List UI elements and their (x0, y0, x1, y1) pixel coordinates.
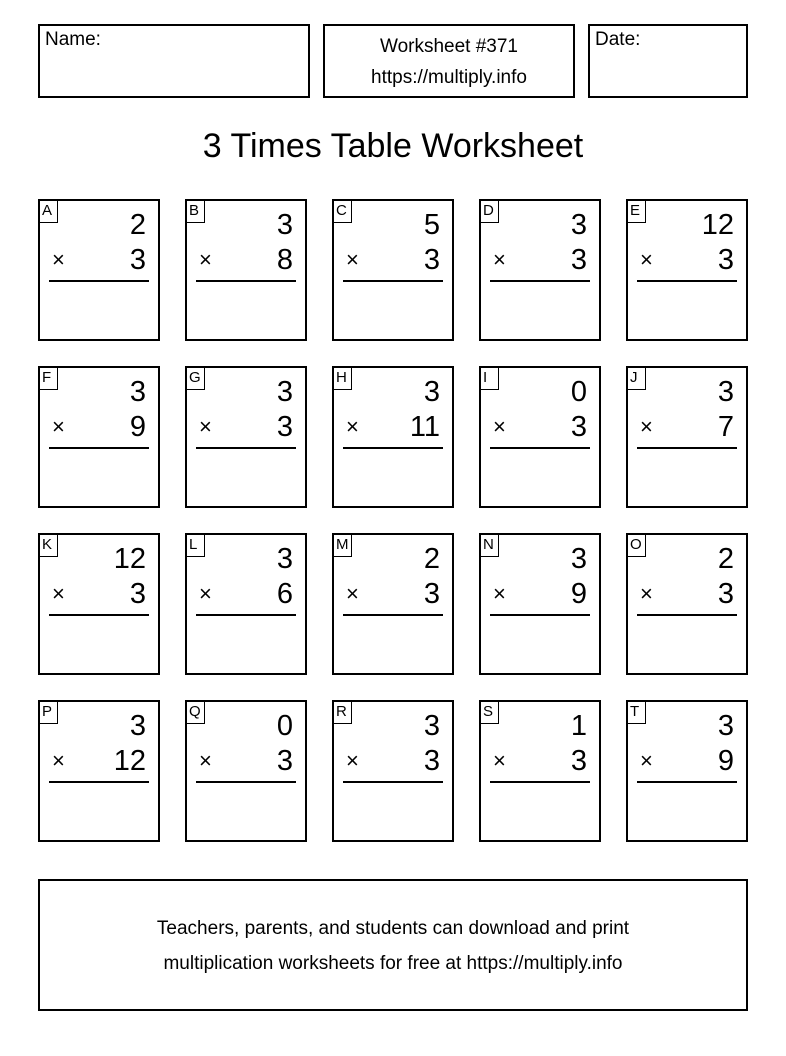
multiplicand: 3 (129, 710, 146, 742)
multiplicand: 3 (276, 376, 293, 408)
problem-letter: E (626, 199, 646, 223)
multiplicand: 2 (423, 543, 440, 575)
multiplier: 3 (717, 578, 734, 610)
answer-line (637, 614, 737, 616)
answer-line (196, 447, 296, 449)
problem-letter: I (479, 366, 499, 390)
problem-letter: F (38, 366, 58, 390)
worksheet-url: https://multiply.info (371, 67, 527, 88)
times-icon: × (346, 748, 359, 773)
problem-letter: O (626, 533, 646, 557)
problem-card[interactable] (185, 533, 307, 675)
times-icon: × (52, 581, 65, 606)
answer-line (490, 614, 590, 616)
answer-line (490, 781, 590, 783)
times-icon: × (640, 581, 653, 606)
problem-card[interactable] (626, 533, 748, 675)
multiplicand: 12 (701, 209, 734, 241)
answer-line (196, 280, 296, 282)
footer-line-1: Teachers, parents, and students can download and print (156, 918, 630, 939)
answer-line (49, 280, 149, 282)
multiplicand: 3 (717, 376, 734, 408)
times-icon: × (199, 748, 212, 773)
multiplier: 11 (409, 411, 440, 443)
multiplicand: 3 (570, 209, 587, 241)
answer-line (490, 280, 590, 282)
multiplier: 7 (717, 411, 734, 443)
times-icon: × (52, 748, 65, 773)
answer-line (196, 781, 296, 783)
times-icon: × (52, 414, 65, 439)
date-label: Date: (595, 29, 641, 50)
footer-note (38, 879, 748, 1011)
problem-letter: J (626, 366, 646, 390)
answer-line (49, 447, 149, 449)
problem-card[interactable] (626, 199, 748, 341)
problem-letter: N (479, 533, 499, 557)
problem-letter: Q (185, 700, 205, 724)
problem-card[interactable] (479, 366, 601, 508)
multiplier: 3 (570, 411, 587, 443)
multiplier: 3 (423, 244, 440, 276)
problem-card[interactable] (38, 366, 160, 508)
times-icon: × (346, 581, 359, 606)
multiplicand: 2 (717, 543, 734, 575)
problem-letter: A (38, 199, 58, 223)
multiplier: 3 (570, 244, 587, 276)
times-icon: × (52, 247, 65, 272)
times-icon: × (199, 414, 212, 439)
answer-line (637, 781, 737, 783)
times-icon: × (493, 247, 506, 272)
multiplicand: 0 (276, 710, 293, 742)
problem-card[interactable] (332, 366, 454, 508)
answer-line (637, 447, 737, 449)
multiplier: 3 (129, 244, 146, 276)
footer-line-2: multiplication worksheets for free at https://multiply.info (163, 953, 623, 974)
multiplicand: 3 (276, 209, 293, 241)
multiplicand: 3 (423, 710, 440, 742)
times-icon: × (640, 414, 653, 439)
problem-card[interactable] (38, 199, 160, 341)
date-field-box[interactable] (588, 24, 748, 98)
worksheet-number: Worksheet #371 (379, 36, 518, 57)
worksheet-info-box (323, 24, 575, 98)
times-icon: × (493, 748, 506, 773)
problem-letter: D (479, 199, 499, 223)
problem-card[interactable] (38, 700, 160, 842)
multiplicand: 3 (717, 710, 734, 742)
problem-card[interactable] (185, 199, 307, 341)
problem-letter: L (185, 533, 205, 557)
times-icon: × (640, 748, 653, 773)
multiplicand: 3 (423, 376, 440, 408)
page-title: 3 Times Table Worksheet (202, 127, 584, 165)
problem-card[interactable] (332, 199, 454, 341)
answer-line (49, 614, 149, 616)
answer-line (343, 447, 443, 449)
multiplicand: 2 (129, 209, 146, 241)
multiplier: 12 (113, 745, 146, 777)
multiplier: 3 (423, 745, 440, 777)
multiplicand: 0 (570, 376, 587, 408)
answer-line (196, 614, 296, 616)
problem-letter: C (332, 199, 352, 223)
answer-line (637, 280, 737, 282)
problem-card[interactable] (332, 533, 454, 675)
name-field-box[interactable] (38, 24, 310, 98)
multiplier: 3 (717, 244, 734, 276)
times-icon: × (199, 581, 212, 606)
multiplier: 3 (276, 745, 293, 777)
multiplicand: 12 (113, 543, 146, 575)
problem-card[interactable] (332, 700, 454, 842)
answer-line (343, 781, 443, 783)
problem-card[interactable] (479, 533, 601, 675)
problem-letter: S (479, 700, 499, 724)
answer-line (490, 447, 590, 449)
multiplicand: 5 (423, 209, 440, 241)
multiplier: 9 (717, 745, 734, 777)
multiplicand: 1 (570, 710, 587, 742)
problem-card[interactable] (626, 366, 748, 508)
problem-letter: T (626, 700, 646, 724)
multiplier: 3 (570, 745, 587, 777)
multiplicand: 3 (129, 376, 146, 408)
problem-letter: G (185, 366, 205, 390)
problem-letter: M (332, 533, 352, 557)
answer-line (343, 280, 443, 282)
problem-grid (38, 199, 748, 842)
multiplier: 9 (570, 578, 587, 610)
problem-card[interactable] (185, 700, 307, 842)
multiplier: 3 (129, 578, 146, 610)
times-icon: × (640, 247, 653, 272)
problem-card[interactable] (479, 700, 601, 842)
answer-line (49, 781, 149, 783)
times-icon: × (493, 414, 506, 439)
multiplicand: 3 (570, 543, 587, 575)
multiplicand: 3 (276, 543, 293, 575)
problem-letter: H (332, 366, 352, 390)
times-icon: × (346, 414, 359, 439)
times-icon: × (346, 247, 359, 272)
problem-letter: K (38, 533, 58, 557)
times-icon: × (199, 247, 212, 272)
problem-letter: B (185, 199, 205, 223)
multiplier: 9 (129, 411, 146, 443)
problem-card[interactable] (185, 366, 307, 508)
times-icon: × (493, 581, 506, 606)
name-label: Name: (45, 29, 101, 50)
problem-letter: R (332, 700, 352, 724)
problem-card[interactable] (626, 700, 748, 842)
problem-card[interactable] (38, 533, 160, 675)
multiplier: 8 (276, 244, 293, 276)
answer-line (343, 614, 443, 616)
problem-letter: P (38, 700, 58, 724)
multiplier: 3 (423, 578, 440, 610)
problem-card[interactable] (479, 199, 601, 341)
multiplier: 3 (276, 411, 293, 443)
multiplier: 6 (276, 578, 293, 610)
